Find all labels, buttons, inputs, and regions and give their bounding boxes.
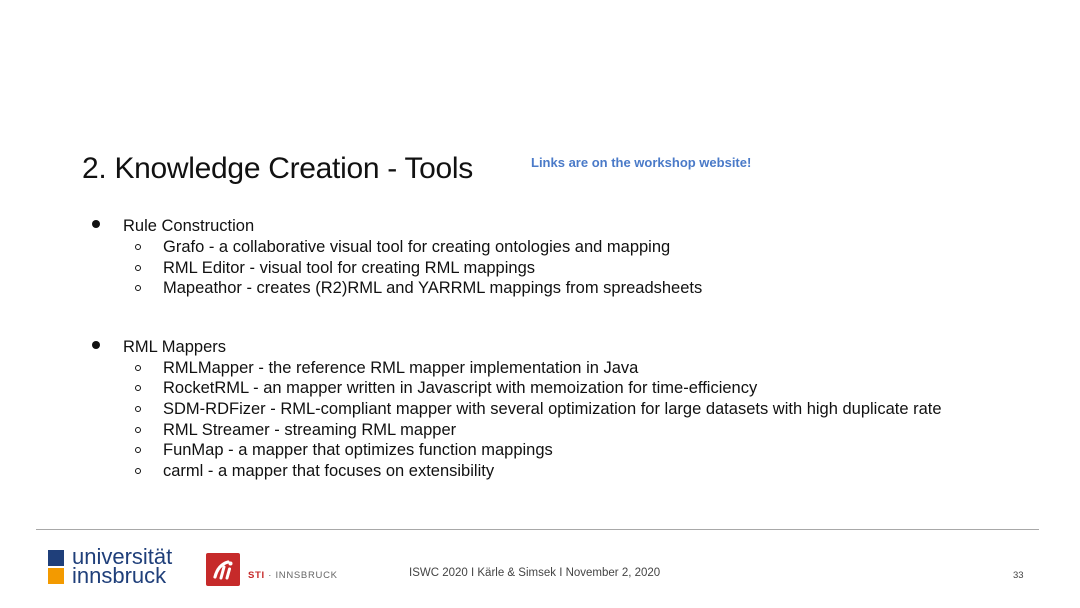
sti-separator: · [264, 570, 276, 581]
section-label: Rule Construction [123, 217, 255, 235]
university-logo-line1: universität [72, 544, 173, 569]
list-item [88, 461, 1068, 482]
circle-bullet-icon [135, 427, 141, 433]
section-label: RML Mappers [123, 337, 227, 356]
circle-bullet-icon [135, 468, 141, 474]
list-item [88, 237, 1068, 258]
logo-blue-square-icon [48, 550, 64, 566]
bullet-icon [92, 220, 100, 228]
list-item [88, 378, 1068, 399]
logo-orange-square-icon [48, 568, 64, 584]
sti-name: STI [248, 570, 265, 581]
sti-city: INNSBRUCK [275, 570, 338, 581]
footer-text: ISWC 2020 I Kärle & Simsek I November 2, 2020 [409, 567, 661, 579]
list-item-text: Mapeathor - creates (R2)RML and YARRML mappings from spreadsheets [163, 279, 703, 298]
sti-logo-icon [206, 553, 240, 586]
circle-bullet-icon [135, 285, 141, 291]
sti-logo-text [248, 570, 338, 581]
section-rml-mappers [88, 337, 1068, 482]
list-item [88, 278, 1068, 299]
list-item [88, 440, 1068, 461]
page-number: 33 [1013, 570, 1024, 581]
list-item-text: RocketRML - an mapper written in Javascript with memoization for time-efficiency [163, 379, 758, 398]
list-item-text: carml - a mapper that focuses on extensibility [163, 461, 495, 480]
slide-content [88, 216, 1068, 481]
section-rule-construction [88, 216, 1068, 299]
university-logo [48, 544, 198, 588]
list-item [88, 399, 1068, 420]
circle-bullet-icon [135, 406, 141, 412]
circle-bullet-icon [135, 265, 141, 271]
section-header [88, 216, 1068, 237]
list-item [88, 420, 1068, 441]
slide-title: 2. Knowledge Creation - Tools [82, 152, 473, 185]
circle-bullet-icon [135, 244, 141, 250]
section-header [88, 337, 1068, 358]
sub-list [88, 237, 1068, 299]
circle-bullet-icon [135, 447, 141, 453]
footer-divider [36, 529, 1039, 530]
list-item-text: RML Editor - visual tool for creating RML mappings [163, 258, 536, 277]
list-item-text: SDM-RDFizer - RML-compliant mapper with several optimization for large datasets with high duplicate rate [163, 399, 942, 418]
list-item-text: RML Streamer - streaming RML mapper [163, 420, 457, 439]
university-logo-line2: innsbruck [72, 563, 167, 588]
links-note: Links are on the workshop website! [531, 155, 752, 170]
bullet-icon [92, 341, 100, 349]
list-item-text: RMLMapper - the reference RML mapper implementation in Java [163, 358, 639, 377]
list-item [88, 358, 1068, 379]
circle-bullet-icon [135, 365, 141, 371]
list-item-text: FunMap - a mapper that optimizes function mappings [163, 441, 553, 460]
list-item [88, 258, 1068, 279]
sub-list [88, 358, 1068, 482]
list-item-text: Grafo - a collaborative visual tool for creating ontologies and mapping [163, 238, 671, 256]
circle-bullet-icon [135, 385, 141, 391]
